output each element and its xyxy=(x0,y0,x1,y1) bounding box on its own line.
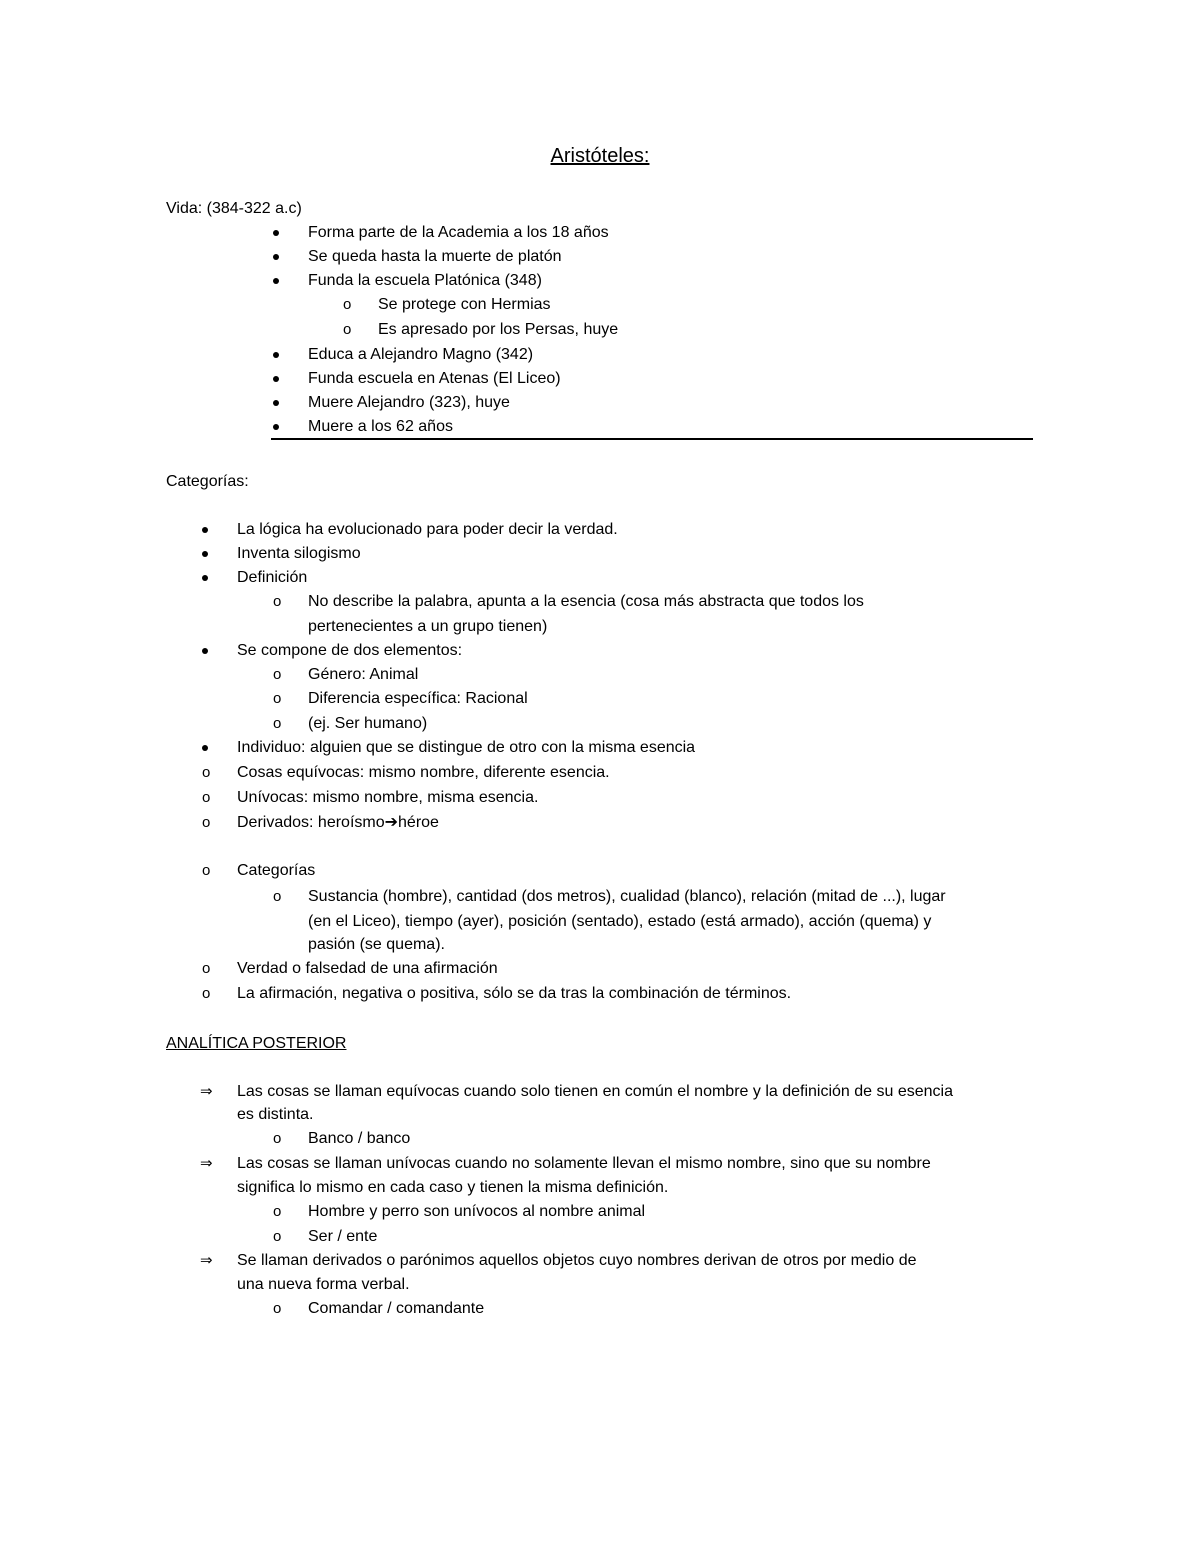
list-item: Inventa silogismo xyxy=(237,545,361,562)
bullet-icon xyxy=(273,278,279,284)
bullet-icon xyxy=(273,230,279,236)
circle-bullet-icon: o xyxy=(202,789,211,806)
implies-arrow-icon: ⇒ xyxy=(200,1083,213,1100)
list-item: Se queda hasta la muerte de platón xyxy=(308,248,562,265)
analitica-heading: ANALÍTICA POSTERIOR xyxy=(166,1035,347,1052)
circle-bullet-icon: o xyxy=(273,690,282,707)
implies-arrow-icon: ⇒ xyxy=(200,1155,213,1172)
list-item: Verdad o falsedad de una afirmación xyxy=(237,960,498,977)
list-item: La afirmación, negativa o positiva, sólo se da tras la combinación de términos. xyxy=(237,985,792,1002)
bullet-icon xyxy=(202,527,208,533)
implies-arrow-icon: ⇒ xyxy=(200,1252,213,1269)
circle-bullet-icon: o xyxy=(202,814,211,831)
list-item: La lógica ha evolucionado para poder decir la verdad. xyxy=(237,521,618,538)
categorias-heading: Categorías: xyxy=(166,473,249,490)
bullet-icon xyxy=(202,575,208,581)
list-item: Cosas equívocas: mismo nombre, diferente esencia. xyxy=(237,764,610,781)
circle-bullet-icon: o xyxy=(273,1300,282,1317)
bullet-icon xyxy=(202,551,208,557)
circle-bullet-icon: o xyxy=(273,1130,282,1147)
list-item: Muere a los 62 años xyxy=(308,418,453,435)
list-item: Funda escuela en Atenas (El Liceo) xyxy=(308,370,561,387)
vida-heading: Vida: (384-322 a.c) xyxy=(166,200,302,217)
list-item: Funda la escuela Platónica (348) xyxy=(308,272,542,289)
circle-bullet-icon: o xyxy=(202,985,211,1002)
horizontal-divider xyxy=(271,438,1033,440)
list-item xyxy=(237,812,439,834)
list-item-continuation: una nueva forma verbal. xyxy=(237,1276,410,1293)
list-item-continuation: pasión (se quema). xyxy=(308,936,445,953)
list-item: Se protege con Hermias xyxy=(378,296,551,313)
list-item: (ej. Ser humano) xyxy=(308,715,428,732)
circle-bullet-icon: o xyxy=(273,1203,282,1220)
page-title: Aristóteles: xyxy=(550,145,650,167)
list-item: Sustancia (hombre), cantidad (dos metros), cualidad (blanco), relación (mitad de ...), lugar xyxy=(308,888,946,905)
list-item: Se llaman derivados o parónimos aquellos objetos cuyo nombres derivan de otros por medio de xyxy=(237,1252,917,1269)
bullet-icon xyxy=(273,424,279,430)
list-item: Educa a Alejandro Magno (342) xyxy=(308,346,534,363)
circle-bullet-icon: o xyxy=(202,764,211,781)
list-item: No describe la palabra, apunta a la esencia (cosa más abstracta que todos los xyxy=(308,593,864,610)
derivados-label: Derivados: heroísmo xyxy=(237,814,385,831)
list-item: Es apresado por los Persas, huye xyxy=(378,321,619,338)
list-item-continuation: (en el Liceo), tiempo (ayer), posición (sentado), estado (está armado), acción (quema) y xyxy=(308,913,932,930)
circle-bullet-icon: o xyxy=(343,296,352,313)
list-item: Las cosas se llaman equívocas cuando solo tienen en común el nombre y la definición de su esencia xyxy=(237,1083,953,1100)
circle-bullet-icon: o xyxy=(273,666,282,683)
list-item: Categorías xyxy=(237,862,316,879)
circle-bullet-icon: o xyxy=(273,888,282,905)
list-item: Comandar / comandante xyxy=(308,1300,485,1317)
list-item: Individuo: alguien que se distingue de otro con la misma esencia xyxy=(237,739,696,756)
list-item: Forma parte de la Academia a los 18 años xyxy=(308,224,609,241)
derivados-result: héroe xyxy=(398,814,439,831)
list-item: Muere Alejandro (323), huye xyxy=(308,394,510,411)
list-item: Ser / ente xyxy=(308,1228,378,1245)
circle-bullet-icon: o xyxy=(202,862,211,879)
circle-bullet-icon: o xyxy=(343,321,352,338)
bullet-icon xyxy=(273,376,279,382)
circle-bullet-icon: o xyxy=(273,715,282,732)
list-item: Hombre y perro son unívocos al nombre animal xyxy=(308,1203,646,1220)
list-item-continuation: pertenecientes a un grupo tienen) xyxy=(308,618,548,635)
list-item: Unívocas: mismo nombre, misma esencia. xyxy=(237,789,539,806)
circle-bullet-icon: o xyxy=(273,1228,282,1245)
circle-bullet-icon: o xyxy=(273,593,282,610)
bullet-icon xyxy=(273,352,279,358)
list-item: Se compone de dos elementos: xyxy=(237,642,463,659)
list-item: Diferencia específica: Racional xyxy=(308,690,528,707)
bullet-icon xyxy=(202,745,208,751)
list-item: Las cosas se llaman unívocas cuando no solamente llevan el mismo nombre, sino que su nombre xyxy=(237,1155,931,1172)
arrow-right-icon: ➔ xyxy=(384,814,399,831)
bullet-icon xyxy=(273,400,279,406)
bullet-icon xyxy=(202,648,208,654)
list-item-continuation: es distinta. xyxy=(237,1106,314,1123)
list-item: Banco / banco xyxy=(308,1130,411,1147)
list-item-continuation: significa lo mismo en cada caso y tienen la misma definición. xyxy=(237,1179,669,1196)
list-item: Género: Animal xyxy=(308,666,419,683)
circle-bullet-icon: o xyxy=(202,960,211,977)
bullet-icon xyxy=(273,254,279,260)
list-item: Definición xyxy=(237,569,308,586)
